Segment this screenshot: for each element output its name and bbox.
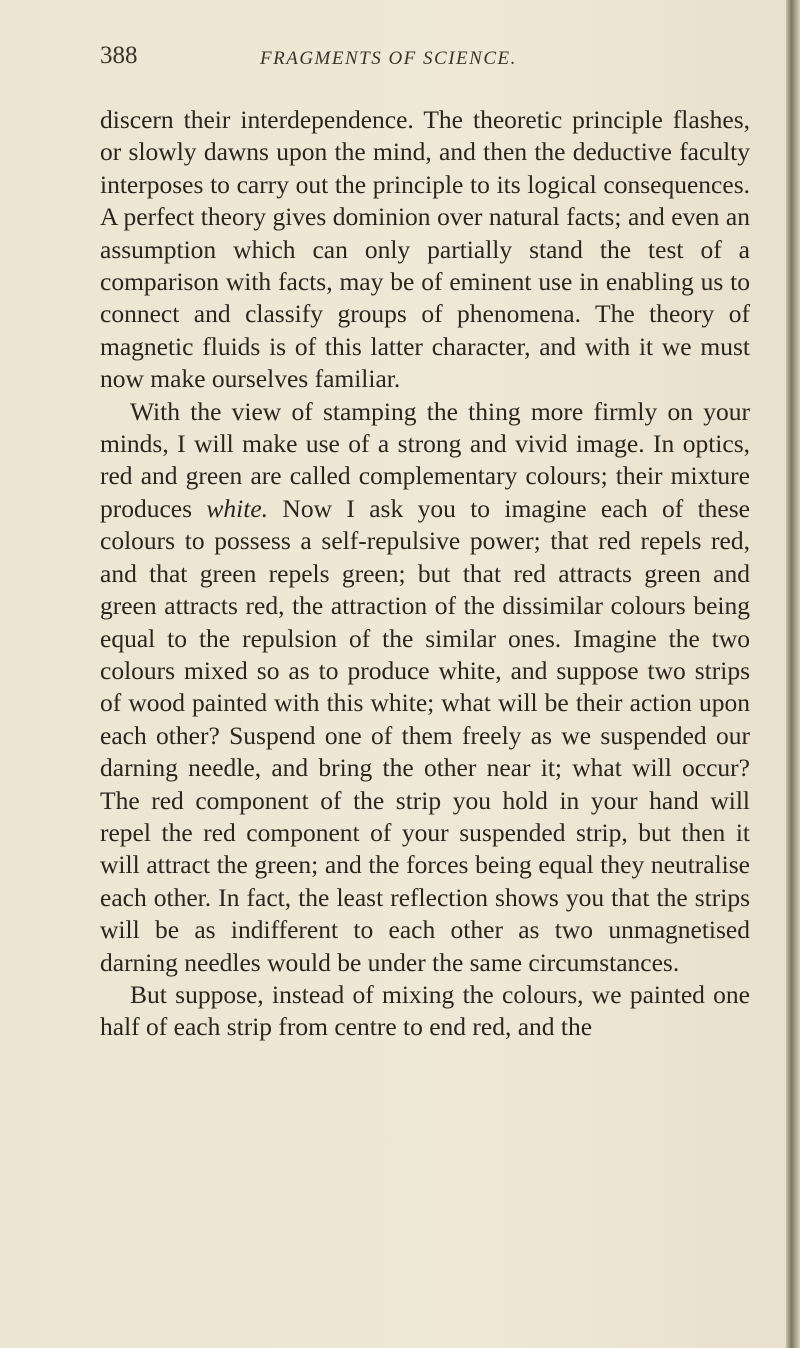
running-head: FRAGMENTS OF SCIENCE. bbox=[260, 48, 517, 69]
text-segment: But suppose, instead of mixing the colours, we painted one half of each strip from centre to end red, and the bbox=[100, 979, 750, 1042]
paragraph bbox=[100, 396, 750, 979]
paragraph bbox=[100, 104, 750, 396]
body-text bbox=[100, 104, 750, 1044]
page-number: 388 bbox=[100, 42, 138, 69]
text-segment: With the view of stamping the thing more firmly on your minds, I will make use of a strong and vivid image. In optics, red and green are called complementary colours; their mixture produces bbox=[100, 396, 750, 523]
text-segment: discern their interdependence. The theoretic principle flashes, or slowly dawns upon the mind, and then the deductive faculty interposes to carry out the principle to its logical consequences. A perfect theory gives dominion over natural facts; and even an assumption which can only partially stand the test of a comparison with facts, may be of eminent use in enabling us to connect and classify groups of phenomena. The theory of magnetic fluids is of this latter character, and with it we must now make ourselves familiar. bbox=[100, 105, 750, 394]
text-segment: Now I ask you to imagine each of these colours to possess a self-repulsive power; that red repels red, and that green repels green; but that red attracts green and green attracts red, the attraction of the dissimilar colours being equal to the repulsion of the similar ones. Imagine the two colours mixed so as to produce white, and suppose two strips of wood painted with this white; what will be their action upon each other? Suspend one of them freely as we suspended our darning needle, and bring the other near it; what will occur? The red component of the strip you hold in your hand will repel the red component of your suspended strip, but then it will attract the green; and the forces being equal they neutralise each other. In fact, the least reflection shows you that the strips will be as indifferent to each other as two unmagnetised darning needles would be under the same circumstances. bbox=[100, 493, 750, 977]
page-header bbox=[100, 42, 740, 78]
paragraph bbox=[100, 979, 750, 1044]
italic-text-segment: white. bbox=[206, 493, 269, 523]
page-edge-shadow bbox=[786, 0, 800, 1348]
